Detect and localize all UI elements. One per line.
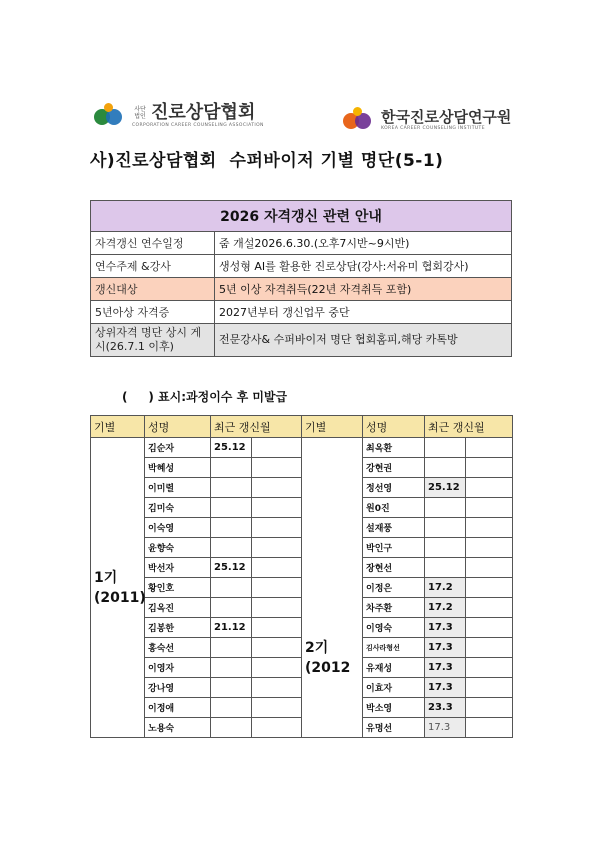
renewal-date: 21.12 — [211, 618, 252, 638]
renewal-extra — [252, 618, 302, 638]
renewal-date — [211, 578, 252, 598]
renewal-date — [425, 458, 466, 478]
renewal-extra — [252, 598, 302, 618]
renewal-extra — [466, 658, 513, 678]
renewal-date — [211, 518, 252, 538]
renewal-extra — [252, 638, 302, 658]
renewal-date: 25.12 — [211, 558, 252, 578]
member-name: 김순자 — [145, 438, 211, 458]
renewal-extra — [252, 498, 302, 518]
info-label: 연수주제 &강사 — [91, 255, 215, 278]
generation-1-cell: 1기 (2011) — [91, 438, 145, 738]
member-name: 홍숙선 — [145, 638, 211, 658]
institute-logo-sub: KOREA CAREER COUNSELING INSTITUTE — [381, 125, 485, 131]
renewal-extra — [252, 698, 302, 718]
member-name: 차주환 — [363, 598, 425, 618]
header-generation: 기별 — [91, 416, 145, 438]
header-renewal: 최근 갱신월 — [211, 416, 302, 438]
renewal-extra — [466, 498, 513, 518]
member-name: 이영숙 — [363, 618, 425, 638]
renewal-extra — [252, 538, 302, 558]
info-value: 줌 개설2026.6.30.(오후7시반~9시반) — [215, 232, 512, 255]
renewal-date — [211, 598, 252, 618]
header-generation: 기별 — [302, 416, 363, 438]
member-name: 강나영 — [145, 678, 211, 698]
info-value: 2027년부터 갱신업무 중단 — [215, 301, 512, 324]
renewal-extra — [252, 458, 302, 478]
member-name: 박선자 — [145, 558, 211, 578]
member-name: 유재성 — [363, 658, 425, 678]
member-name: 박인구 — [363, 538, 425, 558]
member-table — [90, 415, 513, 738]
page-title: 사)진로상담협회 수퍼바이저 기별 명단(5-1) — [90, 151, 444, 171]
info-label: 자격갱신 연수일정 — [91, 232, 215, 255]
member-name: 김미숙 — [145, 498, 211, 518]
member-name: 박혜성 — [145, 458, 211, 478]
association-logo — [92, 103, 264, 129]
renewal-extra — [252, 478, 302, 498]
renewal-extra — [252, 678, 302, 698]
association-logo-mark — [92, 103, 128, 129]
renewal-date — [211, 698, 252, 718]
renewal-date — [425, 498, 466, 518]
renewal-date — [211, 458, 252, 478]
renewal-date: 17.2 — [425, 578, 466, 598]
renewal-extra — [466, 638, 513, 658]
info-label: 갱신대상 — [91, 278, 215, 301]
renewal-extra — [252, 518, 302, 538]
member-name: 장현선 — [363, 558, 425, 578]
table-row — [91, 438, 513, 458]
renewal-extra — [466, 538, 513, 558]
member-name: 이정은 — [363, 578, 425, 598]
association-logo-small: 사단법인 — [134, 105, 146, 120]
header-name: 성명 — [363, 416, 425, 438]
member-name: 유명선 — [363, 718, 425, 738]
member-name: 최옥환 — [363, 438, 425, 458]
info-value: 5년 이상 자격취득(22년 자격취득 포함) — [215, 278, 512, 301]
renewal-extra — [252, 438, 302, 458]
info-value: 생성형 AI를 활용한 진로상담(강사:서유미 협회강사) — [215, 255, 512, 278]
member-name: 설재풍 — [363, 518, 425, 538]
renewal-date: 17.3 — [425, 718, 466, 738]
generation-2-cell: 2기 (2012 — [302, 438, 363, 738]
institute-logo-mark — [341, 107, 377, 133]
renewal-date — [211, 658, 252, 678]
renewal-date: 25.12 — [425, 478, 466, 498]
renewal-extra — [466, 518, 513, 538]
renewal-date — [425, 518, 466, 538]
renewal-date: 17.3 — [425, 638, 466, 658]
header-renewal: 최근 갱신월 — [425, 416, 513, 438]
renewal-extra — [466, 718, 513, 738]
renewal-date — [211, 718, 252, 738]
renewal-extra — [466, 598, 513, 618]
member-name: 강현권 — [363, 458, 425, 478]
member-name: 이정애 — [145, 698, 211, 718]
member-name: 이미렬 — [145, 478, 211, 498]
renewal-extra — [252, 578, 302, 598]
renewal-date — [211, 638, 252, 658]
member-name: 김봉한 — [145, 618, 211, 638]
renewal-extra — [466, 578, 513, 598]
renewal-extra — [466, 438, 513, 458]
renewal-date: 25.12 — [211, 438, 252, 458]
member-name: 원0진 — [363, 498, 425, 518]
renewal-date — [211, 538, 252, 558]
member-name: 김사라형선 — [363, 638, 425, 658]
renewal-date — [425, 438, 466, 458]
renewal-info-header: 2026 자격갱신 관련 안내 — [91, 201, 512, 232]
institute-logo — [341, 107, 511, 133]
renewal-extra — [466, 618, 513, 638]
renewal-date: 17.2 — [425, 598, 466, 618]
renewal-date — [425, 538, 466, 558]
renewal-date — [211, 498, 252, 518]
renewal-extra — [466, 698, 513, 718]
member-name: 정선영 — [363, 478, 425, 498]
renewal-date — [211, 678, 252, 698]
renewal-date: 17.3 — [425, 618, 466, 638]
renewal-extra — [252, 718, 302, 738]
renewal-date: 23.3 — [425, 698, 466, 718]
member-name: 박소영 — [363, 698, 425, 718]
member-name: 이효자 — [363, 678, 425, 698]
association-logo-sub: CORPORATION CAREER COUNSELING ASSOCIATION — [132, 122, 264, 128]
renewal-extra — [466, 478, 513, 498]
member-name: 이영자 — [145, 658, 211, 678]
renewal-extra — [252, 658, 302, 678]
member-name: 노용숙 — [145, 718, 211, 738]
member-name: 윤향숙 — [145, 538, 211, 558]
association-logo-name: 진로상담협회 — [151, 101, 256, 123]
info-label: 5년아상 자격증 — [91, 301, 215, 324]
renewal-date — [211, 478, 252, 498]
renewal-date: 17.3 — [425, 678, 466, 698]
legend-note: ( ) 표시:과정이수 후 미발급 — [122, 390, 288, 404]
header-name: 성명 — [145, 416, 211, 438]
renewal-extra — [252, 558, 302, 578]
info-value: 전문강사& 수퍼바이저 명단 협회홈피,해당 카톡방 — [215, 324, 512, 357]
renewal-date — [425, 558, 466, 578]
member-name: 이숙영 — [145, 518, 211, 538]
renewal-extra — [466, 458, 513, 478]
renewal-extra — [466, 678, 513, 698]
renewal-extra — [466, 558, 513, 578]
member-name: 김옥진 — [145, 598, 211, 618]
renewal-info-table — [90, 200, 512, 357]
institute-logo-name: 한국진로상담연구원 — [381, 107, 512, 126]
info-label: 상위자격 명단 상시 게시(26.7.1 이후) — [91, 324, 215, 357]
renewal-date: 17.3 — [425, 658, 466, 678]
member-name: 황인호 — [145, 578, 211, 598]
